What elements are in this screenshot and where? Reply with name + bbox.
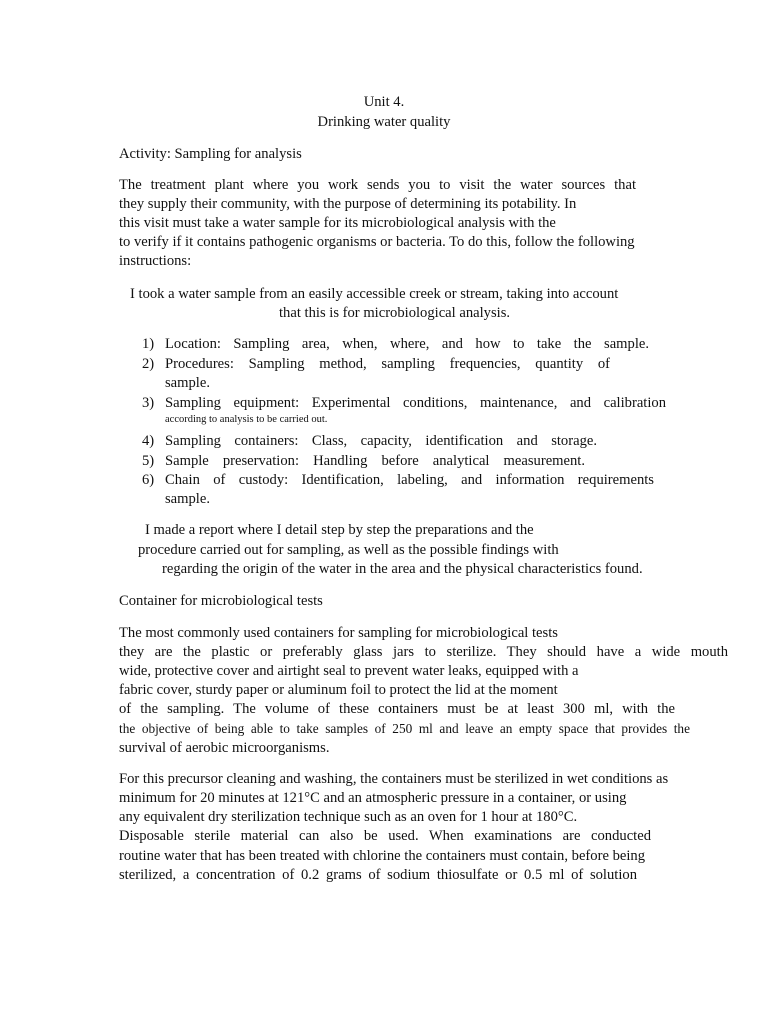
activity-heading: Activity: Sampling for analysis: [119, 146, 302, 162]
list-text: Chain of custody: Identification, labeling, and information requirements: [165, 472, 654, 488]
list-number: 4): [142, 433, 155, 449]
cleaning-line: For this precursor cleaning and washing, the containers must be sterilized in wet conditions as: [119, 771, 669, 787]
cleaning-line: Disposable sterile material can also be used. When examinations are conducted: [119, 828, 651, 844]
sample-statement-line: that this is for microbiological analysis.: [279, 305, 511, 321]
list-number: 1): [142, 336, 155, 352]
list-text: Location: Sampling area, when, where, and how to take the sample.: [165, 336, 649, 352]
list-text: Procedures: Sampling method, sampling frequencies, quantity of: [165, 356, 610, 372]
container-line: The most commonly used containers for sampling for microbiological tests: [119, 625, 558, 641]
list-number: 2): [142, 356, 155, 372]
container-heading: Container for microbiological tests: [119, 593, 323, 609]
document-title: Drinking water quality: [317, 114, 451, 130]
container-line: survival of aerobic microorganisms.: [119, 740, 330, 756]
intro-line: this visit must take a water sample for its microbiological analysis with the: [119, 215, 556, 231]
unit-heading: Unit 4.: [363, 94, 405, 110]
list-text: Sample preservation: Handling before analytical measurement.: [165, 453, 585, 469]
cleaning-line: any equivalent dry sterilization technique such as an oven for 1 hour at 180°C.: [119, 809, 578, 825]
container-line: fabric cover, sturdy paper or aluminum foil to protect the lid at the moment: [119, 682, 558, 698]
cleaning-line: routine water that has been treated with chlorine the containers must contain, before being: [119, 848, 645, 864]
container-line: the objective of being able to take samples of 250 ml and leave an empty space that provides the: [119, 721, 690, 736]
container-line: wide, protective cover and airtight seal to prevent water leaks, equipped with a: [119, 663, 579, 679]
list-text-continuation: sample.: [165, 491, 210, 507]
list-text-continuation: according to analysis to be carried out.: [165, 414, 328, 425]
intro-line: they supply their community, with the purpose of determining its potability. In: [119, 196, 577, 212]
report-line: regarding the origin of the water in the area and the physical characteristics found.: [162, 561, 643, 577]
cleaning-line: sterilized, a concentration of 0.2 grams of sodium thiosulfate or 0.5 ml of solution: [119, 867, 637, 883]
intro-line: to verify if it contains pathogenic organisms or bacteria. To do this, follow the following: [119, 234, 635, 250]
list-number: 6): [142, 472, 155, 488]
report-line: I made a report where I detail step by step the preparations and the: [145, 522, 534, 538]
list-number: 5): [142, 453, 155, 469]
container-line: of the sampling. The volume of these containers must be at least 300 ml, with the: [119, 701, 675, 717]
container-line: they are the plastic or preferably glass jars to sterilize. They should have a wide mouth: [119, 644, 728, 660]
intro-line: instructions:: [119, 253, 192, 269]
sample-statement-line: I took a water sample from an easily accessible creek or stream, taking into account: [130, 286, 619, 302]
cleaning-line: minimum for 20 minutes at 121°C and an atmospheric pressure in a container, or using: [119, 790, 627, 806]
intro-line: The treatment plant where you work sends you to visit the water sources that: [119, 177, 636, 193]
list-text-continuation: sample.: [165, 375, 210, 391]
list-number: 3): [142, 395, 155, 411]
list-text: Sampling equipment: Experimental conditions, maintenance, and calibration: [165, 395, 666, 411]
list-text: Sampling containers: Class, capacity, identification and storage.: [165, 433, 597, 449]
report-line: procedure carried out for sampling, as well as the possible findings with: [138, 542, 559, 558]
